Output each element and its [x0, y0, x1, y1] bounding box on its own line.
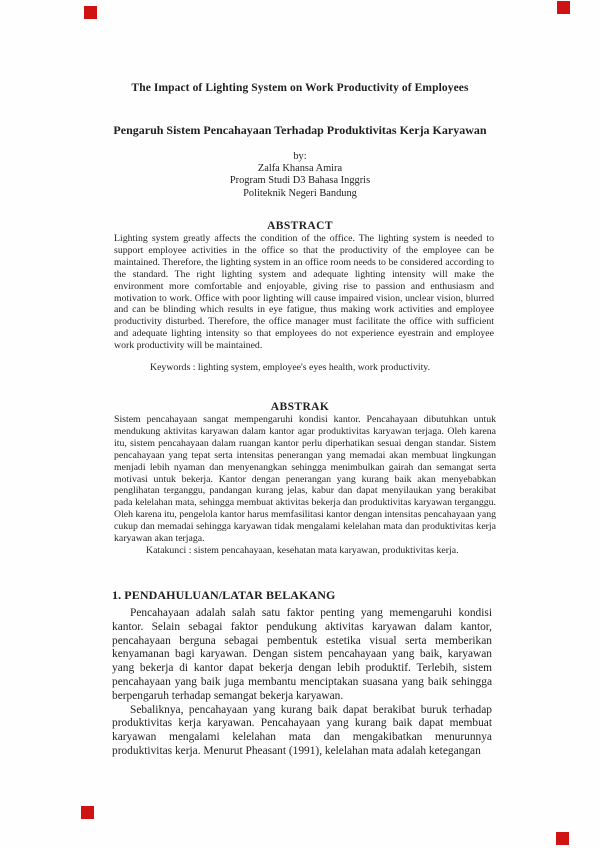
section-1-paragraph-1: Pencahayaan adalah salah satu faktor penting yang memengaruhi kondisi kantor. Selain sebagai faktor pendukung aktivitas karyawan dalam kantor, pencahayaan berguna sebagai pembentuk estetika visual serta memberikan kenyamanan bagi karyawan. Dengan sistem pencahayaan yang baik, karyawan yang bekerja di kantor dapat bekerja dengan lebih produktif. Terlebih, sistem pencahayaan yang baik juga membantu menciptakan suasana yang baik sehingga berpengaruh terhadap semangat bekerja karyawan.: [112, 607, 492, 702]
section-1-heading: 1. PENDAHULUAN/LATAR BELAKANG: [112, 588, 336, 602]
corner-marker-bottom-left: [81, 806, 94, 819]
corner-marker-top-left: [84, 6, 97, 19]
byline-block: [0, 151, 600, 200]
keywords-line: Keywords : lighting system, employee's eyes health, work productivity.: [150, 362, 431, 373]
abstrak-heading: ABSTRAK: [270, 401, 330, 413]
abstrak-block: [114, 414, 496, 557]
author-institution: Politeknik Negeri Bandung: [243, 187, 357, 199]
abstract-heading: ABSTRACT: [267, 220, 333, 232]
abstrak-body-text: Sistem pencahayaan sangat mempengaruhi kondisi kantor. Pencahayaan dibutuhkan untuk mendukung aktivitas karyawan dalam kantor agar produktivitas karyawan terjaga. Oleh karena itu, sistem pencahayaan dalam ruangan kantor perlu diperhatikan sesuai dengan standar. Sistem pencahayaan yang tepat serta intensitas penerangan yang memadai akan membuat lingkungan menjadi lebih nyaman dan menyenangkan sehingga menimbulkan gairah dan semangat serta motivasi untuk bekerja. Kantor dengan penerangan yang kurang baik akan menyebabkan penglihatan terganggu, pandangan kurang jelas, kabur dan dapat menyilaukan yang berakibat pada kelelahan mata, sehingga membuat aktivitas bekerja dan produktivitas karyawan terganggu. Oleh karena itu, pengelola kantor harus memfasilitasi kantor dengan intensitas pencahayaan yang cukup dan memadai sehingga karyawan tidak mengalami kelelahan mata dan produktivitas kerja karyawan akan terjaga.: [114, 414, 496, 545]
byline-by-label: by:: [293, 151, 307, 162]
paper-title-english: The Impact of Lighting System on Work Productivity of Employees: [131, 82, 469, 94]
author-program: Program Studi D3 Bahasa Inggris: [229, 175, 371, 187]
section-1-paragraph-2: Sebaliknya, pencahayaan yang kurang baik dapat berakibat buruk terhadap produktivitas kerja karyawan. Pencahayaan yang kurang baik dapat membuat karyawan mengalami kelelahan mata dan mengakibatkan menurunnya produktivitas kerja. Menurut Pheasant (1991), kelelahan mata adalah ketegangan: [112, 703, 492, 757]
section-pendahuluan: [112, 588, 492, 759]
katakunci-line: Katakunci : sistem pencahayaan, kesehatan mata karyawan, produktivitas kerja.: [146, 544, 459, 556]
author-name: Zalfa Khansa Amira: [257, 163, 343, 175]
corner-marker-bottom-right: [556, 832, 569, 845]
corner-marker-top-right: [557, 1, 570, 14]
abstract-body-text: Lighting system greatly affects the condition of the office. The lighting system is needed to support employee activities in the office so that the productivity of the employee can be maintained. Therefore, the lighting system in an office room needs to be considered according to the standard. The right lighting system and adequate lighting intensity will make the environment more comfortable and enjoyable, giving rise to passion and enthusiasm and motivation to work. Office with poor lighting will cause impaired vision, unclear vision, blurred and can be blinding which results in eye fatigue, thus making work activities and employee productivity disturbed. Therefore, the office manager must facilitate the office with sufficient and adequate lighting intensity so that employees do not experience eyestrain and employee work productivity will be maintained.: [114, 233, 494, 352]
paper-title-indonesian: Pengaruh Sistem Pencahayaan Terhadap Produktivitas Kerja Karyawan: [113, 123, 487, 137]
